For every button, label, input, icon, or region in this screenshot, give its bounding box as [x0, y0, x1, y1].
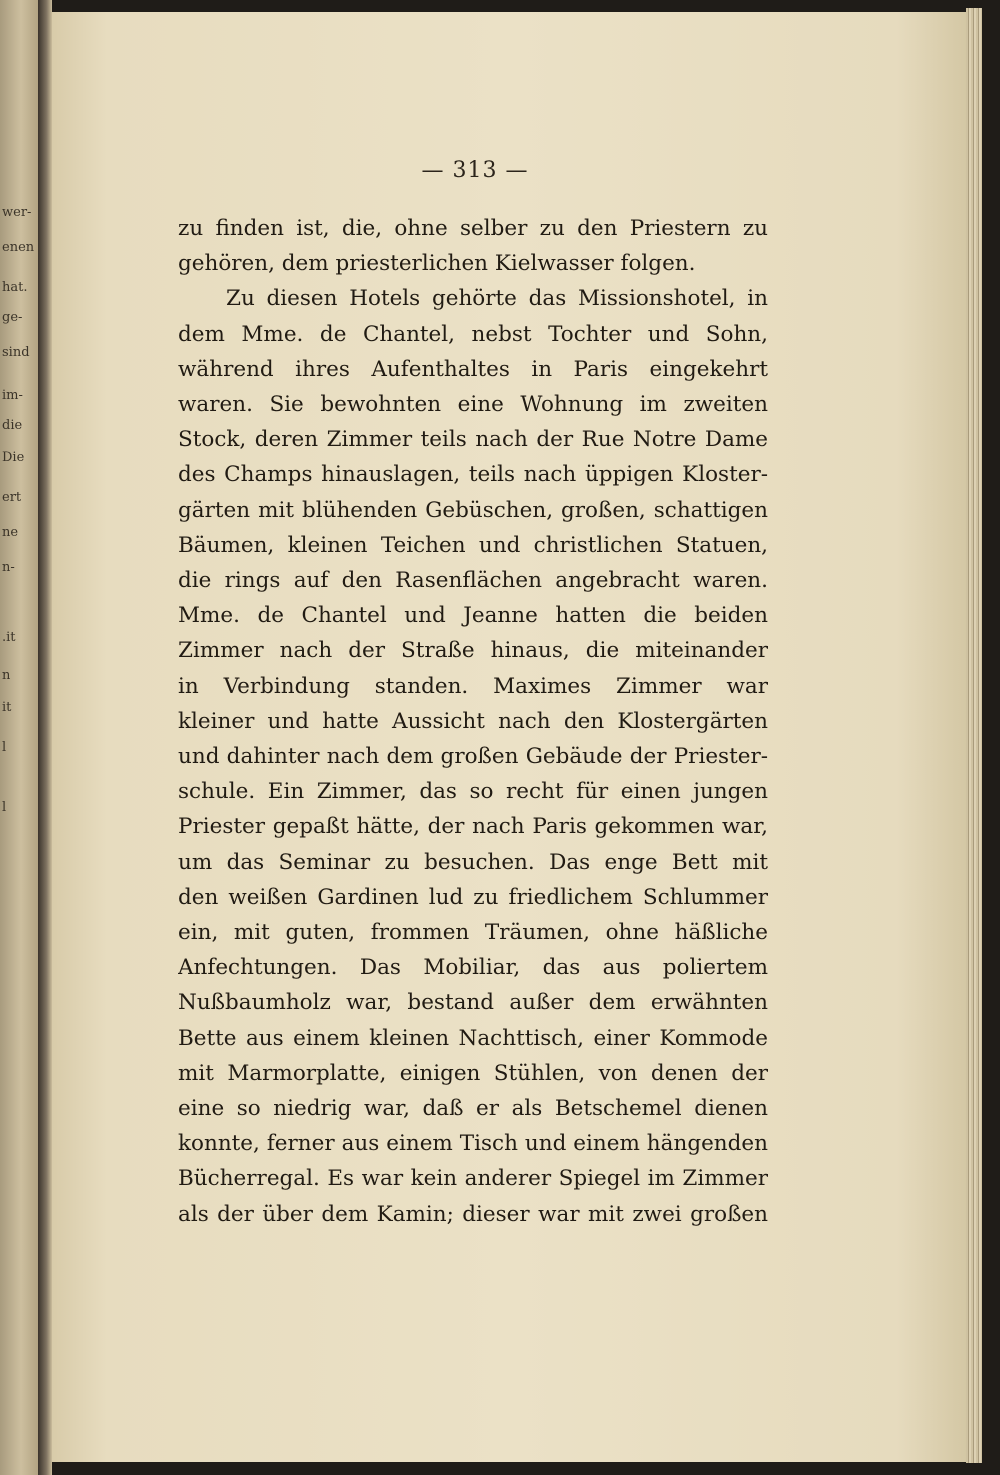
left-page-fragment: l [2, 740, 7, 755]
text-line: um das Seminar zu besuchen. Das enge Bett mit [178, 849, 768, 875]
left-page-fragment: l [2, 800, 7, 815]
text-line: Mme. de Chantel und Jeanne hatten die beiden [178, 603, 768, 629]
text-line: mit Marmorplatte, einigen Stühlen, von denen der [178, 1060, 768, 1086]
page-number: — 313 — [421, 158, 529, 183]
text-line: den weißen Gardinen lud zu friedlichem Schlummer [178, 884, 768, 910]
left-page-fragment: n [2, 668, 11, 683]
left-page-fragment: it [2, 700, 12, 715]
text-line: Zu diesen Hotels gehörte das Missionshotel, in [226, 286, 768, 312]
left-page-fragment: Die [2, 450, 25, 465]
text-line: gärten mit blühenden Gebüschen, großen, schattigen [178, 497, 768, 523]
text-line: Stock, deren Zimmer teils nach der Rue Notre Dame [178, 427, 768, 453]
text-line: Anfechtungen. Das Mobiliar, das aus poliertem [178, 955, 768, 981]
text-line: während ihres Aufenthaltes in Paris eingekehrt [178, 356, 768, 382]
page-edge [966, 8, 982, 1463]
left-page-fragment: ert [2, 490, 22, 505]
text-line: Bette aus einem kleinen Nachttisch, einer Kommode [178, 1025, 768, 1051]
text-line: waren. Sie bewohnten eine Wohnung im zweiten [178, 392, 768, 417]
left-page-fragment: sind [2, 345, 30, 360]
text-line: des Champs hinauslagen, teils nach üppigen Kloster- [178, 462, 768, 488]
left-page-fragment: die [2, 418, 23, 433]
text-line: als der über dem Kamin; dieser war mit zwei großen [178, 1201, 768, 1227]
left-page-fragment: n- [2, 560, 15, 575]
text-line: kleiner und hatte Aussicht nach den Klostergärten [178, 708, 768, 734]
text-line: Nußbaumholz war, bestand außer dem erwähnten [178, 990, 768, 1016]
text-line: Priester gepaßt hätte, der nach Paris gekommen war, [178, 814, 768, 840]
text-line: dem Mme. de Chantel, nebst Tochter und Sohn, [178, 321, 768, 347]
left-page-fragment: .it [2, 630, 16, 645]
left-page-fragment: ge- [2, 310, 23, 325]
text-line: gehören, dem priesterlichen Kielwasser folgen. [178, 251, 696, 277]
text-line: die rings auf den Rasenflächen angebracht waren. [178, 568, 768, 593]
text-line: konnte, ferner aus einem Tisch und einem hängenden [178, 1131, 768, 1157]
left-page-fragment: enen [2, 240, 35, 255]
left-page-fragment: im- [2, 388, 23, 403]
left-page-margin [0, 0, 38, 1475]
text-line: in Verbindung standen. Maximes Zimmer war [178, 673, 768, 699]
text-line: zu finden ist, die, ohne selber zu den Priestern zu [178, 216, 768, 241]
left-page-fragment: wer- [2, 205, 32, 220]
text-line: Bäumen, kleinen Teichen und christlichen Statuen, [178, 532, 768, 558]
text-line: eine so niedrig war, daß er als Betschemel dienen [178, 1096, 768, 1121]
text-line: Zimmer nach der Straße hinaus, die miteinander [178, 638, 768, 664]
text-line: schule. Ein Zimmer, das so recht für einen jungen [178, 779, 768, 805]
text-line: Bücherregal. Es war kein anderer Spiegel im Zimmer [178, 1166, 768, 1192]
left-page-fragment: hat. [2, 280, 28, 295]
left-page-fragment: ne [2, 525, 19, 540]
text-line: ein, mit guten, frommen Träumen, ohne häßliche [178, 920, 768, 945]
book-gutter [38, 0, 52, 1475]
text-line: und dahinter nach dem großen Gebäude der Priester- [178, 744, 768, 769]
